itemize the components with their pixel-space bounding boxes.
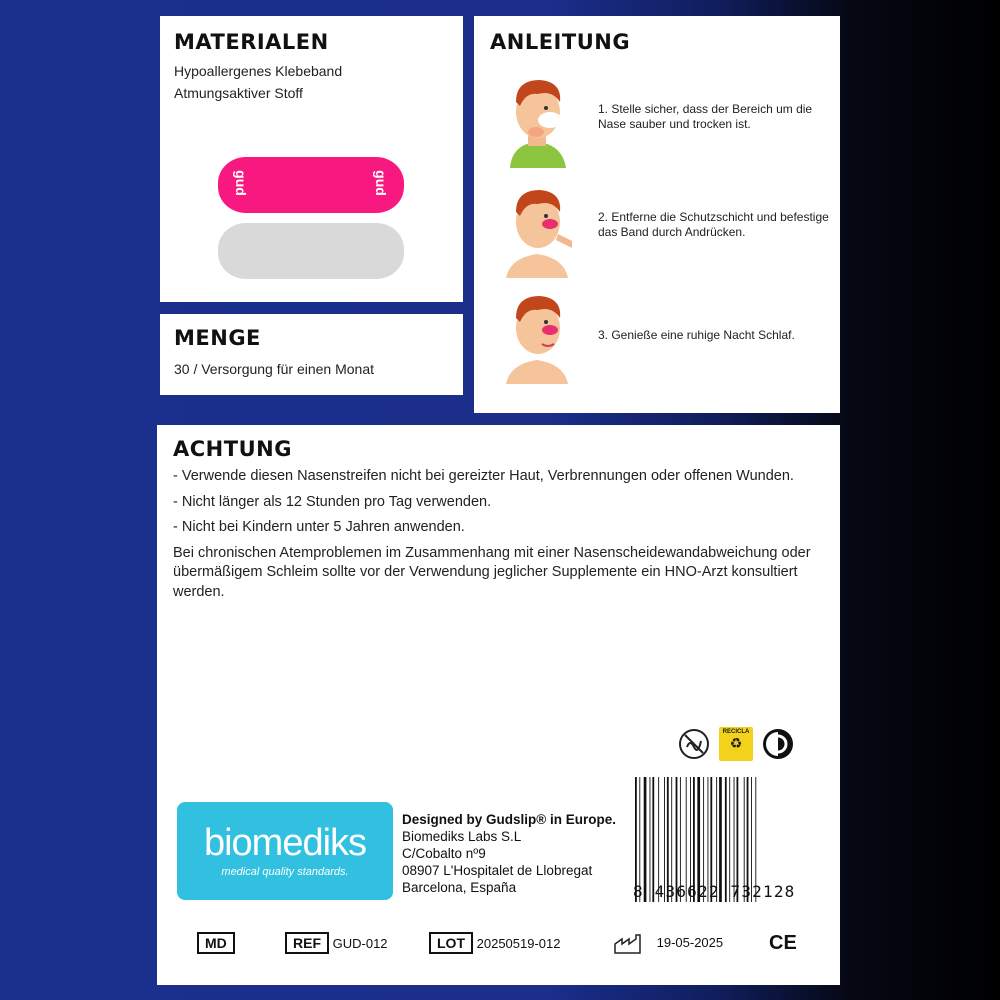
warning-item: - Nicht bei Kindern unter 5 Jahren anwenden.: [173, 519, 465, 535]
warning-item: - Nicht länger als 12 Stunden pro Tag verwenden.: [173, 493, 492, 510]
barcode-number: 8 436622 732128: [633, 882, 796, 901]
instruction-step-text: 1. Stelle sicher, dass der Bereich um die Nase sauber und trocken ist.: [598, 102, 813, 131]
do-not-reuse-icon: [677, 727, 711, 761]
pink-nasal-strip: [218, 157, 404, 213]
address-line: C/Cobalto nº9: [402, 846, 486, 861]
manufacture-date-field: [613, 932, 723, 954]
strip-logo: gud: [232, 170, 249, 196]
materials-title: MATERIALEN: [174, 30, 329, 54]
instruction-step-text: 2. Entferne die Schutzschicht und befestige das Band durch Andrücken.: [598, 210, 829, 239]
lot-label: LOT: [429, 932, 473, 954]
warning-title: ACHTUNG: [173, 437, 292, 461]
materials-card: [160, 16, 463, 302]
recycling-icon: RECICLA ♻: [719, 727, 753, 761]
address-line: Biomediks Labs S.L: [402, 829, 522, 844]
materials-item: Atmungsaktiver Stoff: [174, 85, 303, 101]
warning-item: Bei chronischen Atemproblemen im Zusammenhang mit einer Nasenscheidewandabweichung oder übermäßigem Schleim sollte vor der Verwendung jeglicher Supplemente ein HNO-Arzt konsultiert werden.: [173, 544, 811, 600]
face-applying-strip-icon: [502, 182, 572, 282]
gray-nasal-strip: [218, 223, 404, 279]
recycle-label: RECICLA: [722, 729, 750, 735]
instruction-step-text: 3. Genieße eine ruhige Nacht Schlaf.: [598, 328, 795, 342]
instruction-step: [502, 288, 832, 388]
ref-value: GUD-012: [332, 936, 388, 951]
manufacturer-address: [402, 811, 652, 896]
address-line: 08907 L'Hospitalet de Llobregat: [402, 863, 593, 878]
ref-field: [285, 932, 388, 954]
face-washing-icon: [502, 72, 572, 172]
brand-tagline: medical quality standards.: [221, 866, 349, 878]
address-line: Barcelona, España: [402, 880, 517, 895]
ce-mark: CE: [769, 932, 797, 954]
md-symbol: [197, 932, 235, 954]
warning-item: - Verwende diesen Nasenstreifen nicht bei gereizter Haut, Verbrennungen oder offenen Wunden.: [173, 468, 794, 484]
materials-item: Hypoallergenes Klebeband: [174, 63, 343, 79]
green-dot-icon: [761, 727, 795, 761]
ref-label: REF: [285, 932, 329, 954]
quantity-card: [160, 314, 463, 395]
lot-field: [429, 932, 560, 954]
md-label: MD: [197, 932, 235, 954]
manufacture-date: 19-05-2025: [656, 935, 724, 950]
biomediks-logo: [177, 802, 393, 900]
lot-value: 20250519-012: [476, 936, 561, 951]
strip-logo: gud: [373, 170, 390, 196]
face-with-strip-icon: [502, 288, 572, 388]
instruction-step: [502, 72, 832, 172]
instructions-title: ANLEITUNG: [490, 30, 631, 54]
address-line: Designed by Gudslip® in Europe.: [402, 812, 616, 827]
quantity-title: MENGE: [174, 326, 261, 350]
warning-card: [157, 425, 840, 985]
instructions-card: [474, 16, 840, 413]
brand-name: biomediks: [203, 822, 367, 864]
instruction-step: [502, 182, 832, 282]
quantity-text: 30 / Versorgung für einen Monat: [174, 361, 375, 377]
factory-icon: [613, 934, 643, 954]
